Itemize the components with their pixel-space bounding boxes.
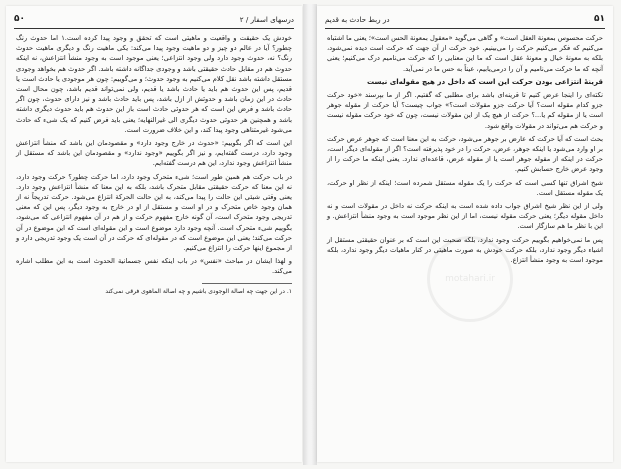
left-page-number: ۵۰ — [14, 14, 25, 24]
right-paragraph: حرکت محسوس بمعونة العقل است» و گاهی می‌گوید «معقول بمعونة الحس است»؛ یعنی ما اشتباه می‌کنیم که فکر می‌کنیم حرکت را می‌بینیم. خود حرکت از آن جهت که حرکت است دیده نمی‌شود، بلکه به معونهٔ خیال و معونهٔ عقل است که ما این معنایی را که حرکت می‌نامیم درک می‌کنیم؛ یعنی آنچه که ما حرکت می‌نامیم و آن را درمی‌یابیم، عیناً به حس ما در نمی‌آید. — [327, 34, 603, 73]
right-paragraph: نکته‌ای را اینجا عرض کنیم تا قرینه‌ای باشد برای مطلبی که گفتیم. اگر از ما بپرسند «خود حرکت جزو کدام مقوله است؟ آیا حرکت جزو مقولات است؟» جواب چیست؟ آیا حرکت از مقوله جوهر است یا از مقوله کم یا...؟ حرکت از هیچ یک از این مقولات نیست، چون که خود حرکت مقوله نیست و حرکت هم می‌تواند در مقولات واقع شود. — [327, 91, 603, 130]
section-subheading: قرینهٔ انتزاعی بودن حرکت این است که داخل در هیچ مقوله‌ای نیست — [366, 76, 603, 86]
left-page-header — [14, 12, 294, 29]
right-page — [317, 6, 613, 462]
right-header-title: در ربط حادث به قدیم — [325, 14, 390, 24]
watermark-logo — [427, 236, 513, 322]
left-paragraph: در باب حرکت هم همین طور است؛ شیء متحرک وجود دارد، اما حرکت چطور؟ حرکت وجود دارد، نه این معنا که حرکت حقیقتی مقابل متحرک باشد، بلکه به این معنا که منشأ انتزاعش وجود دارد. یعنی وقتی شیئی این حالت را پیدا می‌کند، به این حالت الحرکة انتزاع می‌شود. حرکت تدریجاً نه از همان وجود خاص متحرک و در او است و مستقل از او در خارج به وجود دیگر، پس این که معنی تدریجی وجود متحرک است، آن گونه خارج مفهوم حرکت و از هم در آن مفهوم انتزاعی که می‌شود، بگوییم شیء متحرک است. آنچه وجود دارد موضوع است و این مقوله‌ای است که این موضوع در آن حرکت می‌کند؛ یعنی این موضوع است که در مقوله‌ای که حرکت در آن است یک وجود تدریجی دارد و از مجموع اینها حرکت را انتزاع می‌کنیم. — [16, 172, 292, 253]
right-paragraph: پس ما نمی‌خواهیم بگوییم حرکت وجود ندارد، بلکه صحبت این است که بر عنوان حقیقتی مستقل از اشیاء دیگر وجود ندارد، بلکه حرکت خودش به صورت ماهیتی در کنار ماهیات دیگر وجود ندارد، بلکه موجود است به وجود منشأ انتزاع. — [327, 235, 603, 265]
left-paragraph: و لهذا ایشان در مباحث «نفس» در باب اینکه نفس جسمانیة الحدوث است به این مطلب اشاره می‌کند. — [16, 257, 292, 276]
left-page — [6, 6, 302, 462]
right-page-header — [325, 12, 605, 29]
left-header-title: درسهای اسفار / ۲ — [239, 14, 294, 24]
watermark-text: motahari.ir — [445, 274, 495, 284]
right-paragraph: بحث است که آیا حرکت که عارض بر جوهر می‌شود، حرکت به این معنا است که جوهر عرض حرکت بر او وارد می‌شود یا اینکه جوهر، عرض، حرکت را در خود پذیرفته است؟ اگر از مقوله‌ای دیگر است، حرکت در اینکه از مقوله جوهر است یا از مقوله عرض، قاعده‌ای ندارد. یعنی اینکه ما حرکت را از وجود عرض خارج حسابش کنیم. — [327, 134, 603, 174]
footnote-divider — [202, 283, 292, 284]
right-paragraph: ولی از این نظر شیخ اشراق جواب داده شده است به اینکه حرکت نه داخل در مقولات است و نه داخل مقوله دیگر؛ یعنی حرکت مقوله نیست، اما از این نظر موجود است به وجود منشأ انتزاعش. و این با نظر ما هم سازگار است. — [327, 202, 603, 231]
left-paragraph: خودش یک حقیقت و واقعیت و ماهیتی است که تحقق و وجود پیدا کرده است.۱ اما حدوث رنگ چطور؟ آیا در عالم دو چیز و دو ماهیت وجود پیدا می‌کند: یکی ماهیت رنگ و دیگری ماهیت حدوث رنگ؟ نه، حدوث وجود دارد ولی وجود انتزاعی؛ یعنی موجود است به وجود منشأ انتزاعش، نه اینکه حدوث هم در مقابل حادث حقیقتی باشد و وجودی جداگانه داشته باشد. اگر حدوث هم بخواهد وجودی مستقل داشته باشد نقل کلام می‌کنیم به وجود حدوث؛ و می‌گوییم: چون هر موجودی یا حادث است یا قدیم، پس این حدوث هم باید یا حادث باشد یا قدیم، ولی نمی‌تواند قدیم باشد، چون محال است حادث در این زمان باشد و حدوثش از ازل باشد، پس باید حادث باشد و نیز دارای حدوث، چون اگر حادث باشد و فرض این است که هر حدوثی حادث است باز این حدوث هم باید حدوث دیگری داشته باشد و همچنین هر حدوثی حدوث دیگری الی غیرالنهایه؛ یعنی باید فرض کنیم که یک شیء که حادث می‌شود غیرمتناهی وجود پیدا کند، و این خلاف ضرورت است. — [16, 34, 292, 134]
left-page-body — [16, 33, 292, 452]
right-page-number: ۵۱ — [594, 14, 605, 24]
right-paragraph: شیخ اشراق تنها کسی است که حرکت را یک مقوله مستقل شمرده است؛ اینکه از نظر او حرکت، یک مقوله مستقل است. — [327, 178, 603, 197]
left-paragraph: این است که اگر بگوییم: «حدوث در خارج وجود دارد» و مقصودمان این باشد که منشأ انتزاعش وجود دارد، درست گفته‌ایم، و نیز اگر بگوییم «وجود ندارد» و مقصودمان این باشد که مستقل از منشأ انتزاعش وجود ندارد، این هم درست گفته‌ایم. — [16, 139, 292, 168]
footnote: ۱. در این جهت چه اصالة الوجودی باشیم و چه اصالة الماهوی فرقی نمی‌کند — [105, 287, 292, 295]
book-gutter — [303, 4, 317, 465]
